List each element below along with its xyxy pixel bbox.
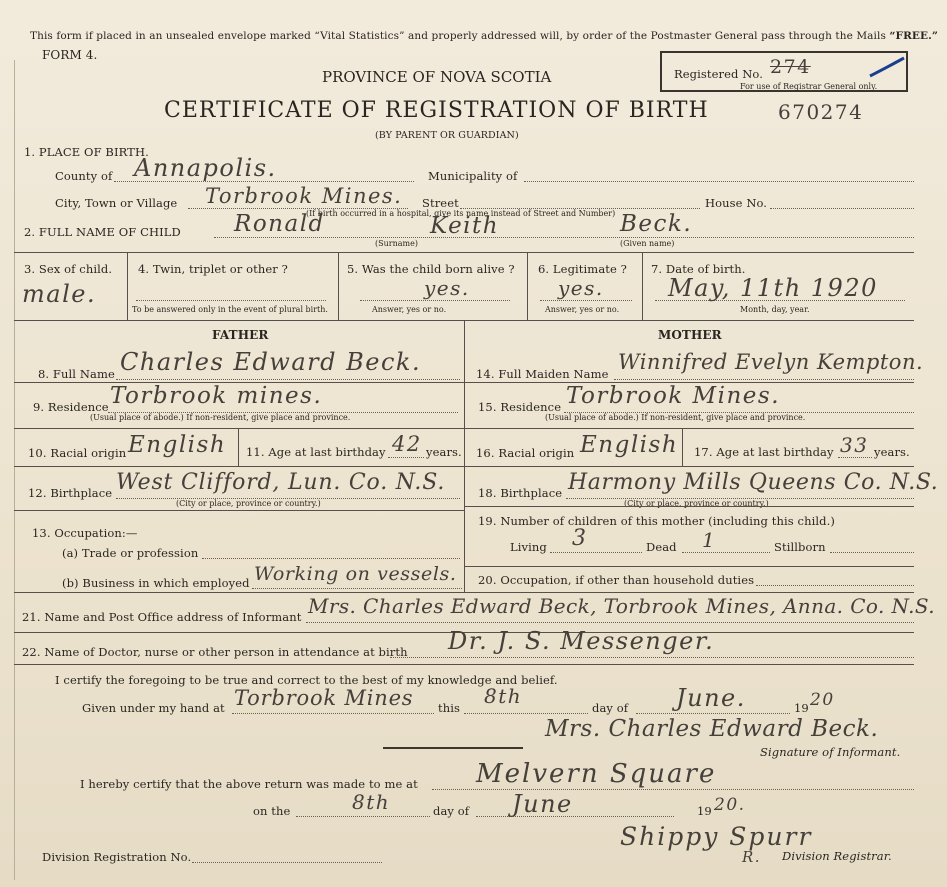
father-age-value: 42 — [392, 432, 422, 456]
sex-label: 3. Sex of child. — [24, 262, 113, 276]
county-label: County of — [55, 169, 113, 183]
born-alive-note: Answer, yes or no. — [372, 305, 447, 314]
mother-heading: MOTHER — [658, 328, 722, 342]
mother-residence-note: (Usual place of abode.) If non-resident, give place and province. — [545, 413, 806, 422]
dead-value: 1 — [702, 528, 717, 552]
father-residence-label: 9. Residence — [33, 400, 109, 414]
hospital-note: (If birth occurred in a hospital, give its name instead of Street and Number) — [306, 209, 616, 218]
informant-signature-caption: Signature of Informant. — [760, 745, 901, 759]
given-day-of-label: day of — [592, 701, 629, 715]
registrar-return-label: I hereby certify that the above return was made to me at — [80, 777, 418, 791]
father-residence-value: Torbrook mines. — [110, 383, 323, 409]
father-racial-origin-value: English — [128, 432, 227, 458]
twin-label: 4. Twin, triplet or other ? — [138, 262, 288, 276]
mother-racial-origin-value: English — [580, 432, 679, 458]
child-first-name: Ronald — [234, 211, 325, 237]
doctor-label: 22. Name of Doctor, nurse or other person in attendance at birth — [22, 645, 408, 659]
father-name-value: Charles Edward Beck. — [120, 348, 422, 376]
mail-notice-text: This form if placed in an unsealed envelope marked “Vital Statistics” and properly addressed will, by order of the Postmaster General pass through the Mails — [30, 30, 886, 42]
mother-occupation-label: 20. Occupation, if other than household duties — [478, 573, 755, 587]
mother-birthplace-value: Harmony Mills Queens Co. N.S. — [568, 470, 939, 495]
child-surname: Beck. — [620, 211, 693, 237]
registrar-year-value: 20. — [714, 795, 746, 815]
informant-value: Mrs. Charles Edward Beck, Torbrook Mines, Anna. Co. N.S. — [308, 594, 936, 618]
mother-birthplace-label: 18. Birthplace — [478, 486, 563, 500]
registered-label: Registered No. — [674, 67, 763, 81]
mother-age-label: 17. Age at last birthday — [694, 445, 834, 459]
city-value: Torbrook Mines. — [205, 184, 403, 208]
registrar-year-prefix: 19 — [697, 804, 712, 818]
check-mark-icon — [868, 56, 908, 80]
registrar-day-value: 8th — [352, 790, 391, 814]
given-day-value: 8th — [484, 684, 523, 708]
city-label: City, Town or Village — [55, 196, 178, 210]
father-name-label: 8. Full Name — [38, 367, 115, 381]
trade-label: (a) Trade or profession — [62, 546, 199, 560]
surname-caption: (Surname) — [375, 239, 418, 248]
children-count-label: 19. Number of children of this mother (including this child.) — [478, 514, 835, 528]
province-heading: PROVINCE OF NOVA SCOTIA — [322, 68, 552, 86]
mother-residence-value: Torbrook Mines. — [566, 383, 781, 409]
father-birthplace-value: West Clifford, Lun. Co. N.S. — [116, 470, 446, 495]
informant-signature: Mrs. Charles Edward Beck. — [545, 716, 879, 742]
child-middle-name: Keith — [430, 213, 500, 239]
place-of-birth-label: 1. PLACE OF BIRTH. — [24, 145, 149, 159]
side-margin-strip — [0, 60, 15, 880]
father-residence-note: (Usual place of abode.) If non-resident, give place and province. — [90, 413, 351, 422]
business-value: Working on vessels. — [254, 563, 457, 585]
business-label: (b) Business in which employed — [62, 576, 250, 590]
registrar-on-the-label: on the — [253, 804, 291, 818]
date-of-birth-note: Month, day, year. — [740, 305, 810, 314]
mother-name-value: Winnifred Evelyn Kempton. — [618, 350, 924, 374]
sex-value: male. — [22, 280, 97, 308]
given-year-value: 20 — [810, 690, 835, 710]
street-label: Street — [422, 196, 459, 210]
certify-statement: I certify the foregoing to be true and correct to the best of my knowledge and belief. — [55, 673, 558, 687]
certificate-subtitle: (BY PARENT OR GUARDIAN) — [375, 130, 519, 141]
given-year-prefix: 19 — [794, 701, 809, 715]
division-registration-label: Division Registration No. — [42, 850, 192, 864]
this-label: this — [438, 701, 461, 715]
legitimate-note: Answer, yes or no. — [545, 305, 620, 314]
stillborn-label: Stillborn — [774, 540, 826, 554]
given-name-caption: (Given name) — [620, 239, 675, 248]
father-birthplace-note: (City or place, province or country.) — [176, 499, 321, 508]
occupation-label: 13. Occupation:— — [32, 526, 138, 540]
born-alive-value: yes. — [424, 276, 470, 300]
given-under-label: Given under my hand at — [82, 701, 225, 715]
mother-residence-label: 15. Residence — [478, 400, 562, 414]
form-number: FORM 4. — [42, 48, 98, 62]
municipality-label: Municipality of — [428, 169, 518, 183]
registered-number-box — [660, 51, 908, 92]
mother-racial-origin-label: 16. Racial origin — [476, 446, 575, 460]
twin-note: To be answered only in the event of plural birth. — [132, 305, 328, 314]
house-number-label: House No. — [705, 196, 768, 210]
county-value: Annapolis. — [134, 154, 277, 182]
given-month-value: June. — [676, 684, 746, 712]
child-name-label: 2. FULL NAME OF CHILD — [24, 225, 181, 239]
date-of-birth-label: 7. Date of birth. — [651, 262, 746, 276]
mother-birthplace-note: (City or place, province or country.) — [624, 499, 769, 508]
informant-label: 21. Name and Post Office address of Informant — [22, 610, 302, 624]
dead-label: Dead — [646, 540, 677, 554]
doctor-value: Dr. J. S. Messenger. — [448, 627, 715, 655]
living-label: Living — [510, 540, 547, 554]
registrar-signature-initial: R. — [742, 848, 762, 866]
date-of-birth-value: May, 11th 1920 — [668, 274, 878, 302]
mother-age-years: years. — [874, 445, 910, 459]
registrar-note: For use of Registrar General only. — [740, 82, 878, 91]
handwritten-number: 670274 — [778, 100, 864, 124]
given-place-value: Torbrook Mines — [234, 686, 414, 710]
father-age-years: years. — [426, 445, 462, 459]
father-racial-origin-label: 10. Racial origin — [28, 446, 127, 460]
father-age-label: 11. Age at last birthday — [246, 445, 386, 459]
registrar-place-value: Melvern Square — [476, 759, 717, 789]
mail-notice — [30, 30, 938, 42]
certificate-title: CERTIFICATE OF REGISTRATION OF BIRTH — [164, 98, 709, 123]
legitimate-label: 6. Legitimate ? — [538, 262, 627, 276]
father-heading: FATHER — [212, 328, 269, 342]
living-value: 3 — [572, 526, 588, 551]
mother-name-label: 14. Full Maiden Name — [476, 367, 609, 381]
father-birthplace-label: 12. Birthplace — [28, 486, 113, 500]
registrar-signature: Shippy Spurr — [620, 822, 813, 851]
mother-age-value: 33 — [840, 433, 869, 457]
registrar-signature-caption: Division Registrar. — [782, 849, 892, 863]
legitimate-value: yes. — [558, 276, 604, 300]
registered-value: 274 — [770, 56, 811, 78]
registrar-day-of-label: day of — [433, 804, 470, 818]
registrar-month-value: June — [512, 790, 573, 818]
born-alive-label: 5. Was the child born alive ? — [347, 262, 515, 276]
mail-notice-free: “FREE.” — [889, 30, 939, 42]
